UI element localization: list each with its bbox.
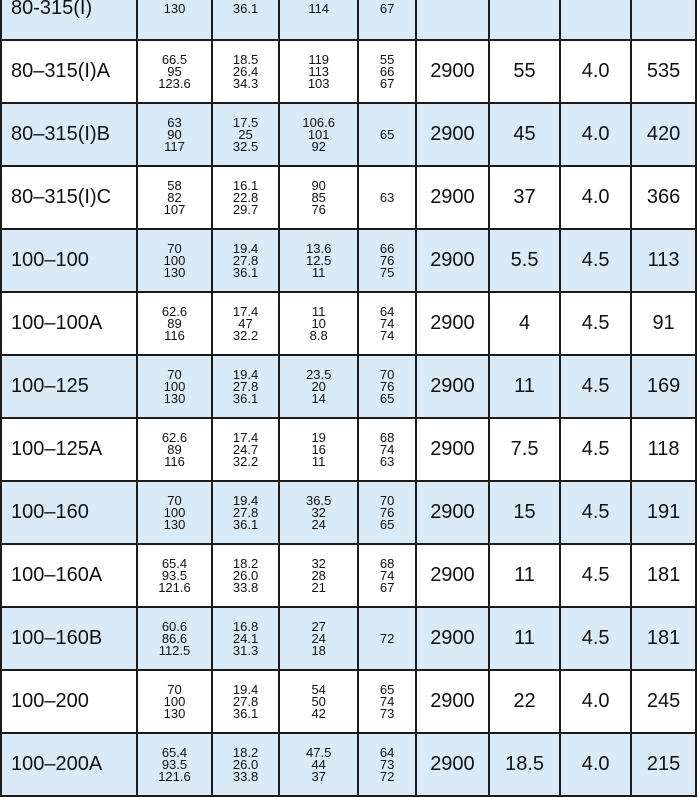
cell-value: 28 — [311, 567, 326, 583]
table-row — [1, 292, 696, 355]
npsh-cell — [358, 229, 415, 292]
cell-value: 70 — [167, 366, 182, 382]
flow-cell — [137, 40, 212, 103]
cell-value: 19.4 — [232, 240, 259, 256]
cell-value: 72 — [379, 630, 395, 646]
cell-value: 36.5 — [306, 492, 332, 508]
flow-cell — [137, 0, 212, 40]
cell-value: 33.8 — [232, 768, 259, 784]
speed-cell: 2900 — [416, 418, 489, 481]
cell-value: 67 — [379, 75, 395, 91]
cell-value: 65 — [379, 390, 395, 406]
cell-value: 17.4 — [232, 429, 259, 445]
eff-cell — [279, 418, 358, 481]
power-cell: 18.5 — [489, 733, 560, 796]
cell-value: 27.8 — [232, 504, 259, 520]
cell-value: 90 — [311, 177, 326, 193]
cell-value: 65 — [379, 516, 395, 532]
dia-cell: 4.0 — [560, 670, 631, 733]
cell-value: 44 — [311, 756, 326, 772]
model-cell: 100–200 — [1, 670, 137, 733]
cell-value: 18.2 — [232, 744, 259, 760]
speed-cell: 2900 — [416, 292, 489, 355]
cell-value: 85 — [311, 189, 326, 205]
eff-cell — [279, 607, 358, 670]
cell-value: 101 — [307, 126, 330, 142]
power-cell: 7.5 — [489, 418, 560, 481]
cell-value: 74 — [379, 315, 395, 331]
cell-value: 26.0 — [232, 567, 259, 583]
speed-cell: 2900 — [416, 355, 489, 418]
cell-value: 24.1 — [232, 630, 259, 646]
power-cell: 45 — [489, 103, 560, 166]
flow-cell — [137, 544, 212, 607]
head-cell — [212, 229, 279, 292]
table-row — [1, 607, 696, 670]
cell-value: 24.7 — [232, 441, 259, 457]
model-cell: 80-315(I) — [1, 0, 137, 40]
speed-cell: 2900 — [416, 40, 489, 103]
cell-value: 89 — [167, 441, 182, 457]
cell-value: 66.5 — [161, 51, 188, 67]
weight-cell — [631, 0, 696, 40]
cell-value: 62.6 — [161, 429, 188, 445]
cell-value: 16 — [311, 441, 326, 457]
cell-value: 103 — [307, 75, 330, 91]
weight-cell: 181 — [631, 544, 696, 607]
power-cell: 5.5 — [489, 229, 560, 292]
cell-value: 86.6 — [161, 630, 188, 646]
cell-value: 76 — [379, 378, 395, 394]
power-cell: 11 — [489, 607, 560, 670]
eff-cell — [279, 670, 358, 733]
table-row — [1, 229, 696, 292]
cell-value: 74 — [379, 693, 395, 709]
npsh-cell — [358, 40, 415, 103]
head-cell — [212, 103, 279, 166]
cell-value: 74 — [379, 441, 395, 457]
head-cell — [212, 292, 279, 355]
cell-value: 130 — [163, 264, 186, 280]
model-cell: 100–100 — [1, 229, 137, 292]
cell-value: 14 — [311, 390, 326, 406]
weight-cell: 113 — [631, 229, 696, 292]
cell-value: 76 — [379, 252, 395, 268]
speed-cell — [416, 0, 489, 40]
cell-value: 29.7 — [232, 201, 259, 217]
speed-cell: 2900 — [416, 607, 489, 670]
cell-value: 18 — [311, 642, 326, 658]
weight-cell: 535 — [631, 40, 696, 103]
cell-value: 116 — [164, 327, 185, 343]
cell-value: 42 — [311, 705, 326, 721]
speed-cell: 2900 — [416, 103, 489, 166]
cell-value: 34.3 — [232, 75, 259, 91]
cell-value: 17.5 — [232, 114, 259, 130]
model-cell: 100–125 — [1, 355, 137, 418]
dia-cell: 4.0 — [560, 40, 631, 103]
cell-value: 36.1 — [232, 264, 259, 280]
cell-value: 130 — [163, 516, 186, 532]
npsh-cell — [358, 544, 415, 607]
cell-value: 63 — [167, 114, 182, 130]
dia-cell: 4.0 — [560, 103, 631, 166]
npsh-cell — [358, 607, 415, 670]
eff-cell — [279, 544, 358, 607]
eff-cell — [279, 166, 358, 229]
cell-value: 26.4 — [232, 63, 259, 79]
cell-value: 93.5 — [161, 567, 188, 583]
power-cell: 37 — [489, 166, 560, 229]
model-cell: 80–315(I)C — [1, 166, 137, 229]
cell-value: 74 — [379, 327, 395, 343]
cell-value: 55 — [379, 51, 395, 67]
cell-value: 13.6 — [306, 240, 332, 256]
weight-cell: 215 — [631, 733, 696, 796]
cell-value: 33.8 — [232, 579, 259, 595]
weight-cell: 181 — [631, 607, 696, 670]
table-row — [1, 355, 696, 418]
speed-cell: 2900 — [416, 670, 489, 733]
flow-cell — [137, 418, 212, 481]
cell-value: 117 — [164, 138, 185, 154]
eff-cell — [279, 733, 358, 796]
eff-cell — [279, 481, 358, 544]
cell-value: 36.1 — [232, 390, 259, 406]
flow-cell — [137, 670, 212, 733]
dia-cell: 4.5 — [560, 418, 631, 481]
cell-value: 16.1 — [232, 177, 259, 193]
head-cell — [212, 40, 279, 103]
power-cell: 15 — [489, 481, 560, 544]
cell-value: 19.4 — [232, 492, 259, 508]
power-cell: 11 — [489, 544, 560, 607]
weight-cell: 91 — [631, 292, 696, 355]
cell-value: 114 — [308, 0, 330, 16]
cell-value: 47.5 — [306, 744, 332, 760]
model-cell: 100–160B — [1, 607, 137, 670]
cell-value: 21 — [311, 579, 326, 595]
cell-value: 90 — [167, 126, 182, 142]
cell-value: 19 — [311, 429, 326, 445]
head-cell — [212, 670, 279, 733]
flow-cell — [137, 355, 212, 418]
flow-cell — [137, 733, 212, 796]
cell-value: 68 — [379, 555, 395, 571]
model-cell: 100–160 — [1, 481, 137, 544]
model-cell: 100–125A — [1, 418, 137, 481]
cell-value: 113 — [308, 63, 330, 79]
eff-cell — [279, 103, 358, 166]
cell-value: 65.4 — [161, 555, 188, 571]
cell-value: 95 — [167, 63, 182, 79]
speed-cell: 2900 — [416, 166, 489, 229]
cell-value: 82 — [167, 189, 182, 205]
head-cell — [212, 0, 279, 40]
table-row — [1, 40, 696, 103]
eff-cell — [279, 40, 358, 103]
cell-value: 31.3 — [232, 642, 259, 658]
cell-value: 27.8 — [232, 378, 259, 394]
weight-cell: 245 — [631, 670, 696, 733]
cell-value: 10 — [311, 315, 326, 331]
cell-value: 24 — [311, 630, 326, 646]
dia-cell: 4.0 — [560, 166, 631, 229]
cell-value: 116 — [164, 453, 185, 469]
cell-value: 100 — [163, 252, 186, 268]
flow-cell — [137, 103, 212, 166]
table-row — [1, 544, 696, 607]
head-cell — [212, 733, 279, 796]
power-cell: 11 — [489, 355, 560, 418]
cell-value: 26.0 — [232, 756, 259, 772]
cell-value: 60.6 — [161, 618, 188, 634]
cell-value: 20 — [311, 378, 326, 394]
cell-value: 72 — [379, 768, 395, 784]
cell-value: 17.4 — [232, 303, 259, 319]
cell-value: 75 — [379, 264, 395, 280]
cell-value: 68 — [379, 429, 395, 445]
cell-value: 19.4 — [232, 681, 259, 697]
cell-value: 19.4 — [232, 366, 259, 382]
flow-cell — [137, 481, 212, 544]
speed-cell: 2900 — [416, 481, 489, 544]
cell-value: 54 — [311, 681, 326, 697]
cell-value: 123.6 — [158, 75, 191, 91]
cell-value: 121.6 — [158, 768, 191, 784]
cell-value: 70 — [379, 366, 395, 382]
cell-value: 65.4 — [161, 744, 188, 760]
cell-value: 58 — [167, 177, 182, 193]
flow-cell — [137, 607, 212, 670]
power-cell: 4 — [489, 292, 560, 355]
dia-cell: 4.5 — [560, 229, 631, 292]
cell-value: 89 — [167, 315, 182, 331]
cell-value: 32.5 — [232, 138, 259, 154]
head-cell — [212, 607, 279, 670]
cell-value: 63 — [379, 189, 395, 205]
cell-value: 36.1 — [232, 705, 259, 721]
cell-value: 12.5 — [306, 252, 332, 268]
dia-cell: 4.5 — [560, 544, 631, 607]
head-cell — [212, 418, 279, 481]
cell-value: 65 — [379, 126, 395, 142]
cell-value: 11 — [311, 303, 326, 319]
cell-value: 65 — [379, 681, 395, 697]
cell-value: 32.2 — [232, 327, 259, 343]
cell-value: 36.1 — [232, 516, 259, 532]
weight-cell: 420 — [631, 103, 696, 166]
cell-value: 73 — [379, 756, 395, 772]
dia-cell: 4.5 — [560, 355, 631, 418]
model-cell: 100–200A — [1, 733, 137, 796]
cell-value: 93.5 — [161, 756, 188, 772]
cell-value: 27.8 — [232, 252, 259, 268]
cell-value: 25 — [238, 126, 253, 142]
cell-value: 70 — [167, 492, 182, 508]
cell-value: 8.8 — [309, 327, 328, 343]
head-cell — [212, 355, 279, 418]
npsh-cell — [358, 0, 415, 40]
table-row — [1, 166, 696, 229]
eff-cell — [279, 292, 358, 355]
speed-cell: 2900 — [416, 229, 489, 292]
table-row — [1, 670, 696, 733]
npsh-cell — [358, 418, 415, 481]
model-cell: 80–315(I)B — [1, 103, 137, 166]
cell-value: 22.8 — [232, 189, 259, 205]
cell-value: 37 — [311, 768, 326, 784]
cell-value: 64 — [379, 303, 395, 319]
cell-value: 100 — [163, 693, 186, 709]
cell-value: 11 — [311, 453, 326, 469]
cell-value: 66 — [379, 240, 395, 256]
cell-value: 62.6 — [161, 303, 188, 319]
weight-cell: 366 — [631, 166, 696, 229]
head-cell — [212, 544, 279, 607]
flow-cell — [137, 292, 212, 355]
cell-value: 130 — [163, 390, 186, 406]
table-row — [1, 103, 696, 166]
cell-value: 32.2 — [232, 453, 259, 469]
spec-table-body — [1, 0, 696, 796]
model-cell: 80–315(I)A — [1, 40, 137, 103]
speed-cell: 2900 — [416, 733, 489, 796]
cell-value: 67 — [379, 579, 395, 595]
cell-value: 66 — [379, 63, 395, 79]
cell-value: 27.8 — [232, 693, 259, 709]
flow-cell — [137, 229, 212, 292]
power-cell: 22 — [489, 670, 560, 733]
flow-cell — [137, 166, 212, 229]
cell-value: 47 — [238, 315, 253, 331]
cell-value: 32 — [311, 504, 326, 520]
dia-cell: 4.5 — [560, 292, 631, 355]
model-cell: 100–160A — [1, 544, 137, 607]
dia-cell: 4.0 — [560, 733, 631, 796]
dia-cell: 4.5 — [560, 607, 631, 670]
cell-value: 63 — [379, 453, 395, 469]
cell-value: 130 — [163, 0, 186, 16]
cell-value: 16.8 — [232, 618, 259, 634]
head-cell — [212, 481, 279, 544]
cell-value: 18.5 — [232, 51, 259, 67]
power-cell — [489, 0, 560, 40]
cell-value: 73 — [379, 705, 395, 721]
cell-value: 76 — [311, 201, 326, 217]
cell-value: 32 — [311, 555, 326, 571]
power-cell: 55 — [489, 40, 560, 103]
weight-cell: 191 — [631, 481, 696, 544]
eff-cell — [279, 355, 358, 418]
eff-cell — [279, 229, 358, 292]
eff-cell — [279, 0, 358, 40]
table-row — [1, 481, 696, 544]
cell-value: 70 — [167, 240, 182, 256]
cell-value: 18.2 — [232, 555, 259, 571]
cell-value: 119 — [308, 51, 330, 67]
cell-value: 64 — [379, 744, 395, 760]
cell-value: 100 — [163, 378, 186, 394]
cell-value: 70 — [167, 681, 182, 697]
table-row — [1, 0, 696, 40]
npsh-cell — [358, 355, 415, 418]
cell-value: 100 — [163, 504, 186, 520]
npsh-cell — [358, 733, 415, 796]
npsh-cell — [358, 166, 415, 229]
cell-value: 92 — [311, 138, 326, 154]
speed-cell: 2900 — [416, 544, 489, 607]
cell-value: 130 — [163, 705, 186, 721]
table-row — [1, 733, 696, 796]
cell-value: 27 — [311, 618, 326, 634]
npsh-cell — [358, 481, 415, 544]
cell-value: 36.1 — [232, 0, 259, 16]
cell-value: 76 — [379, 504, 395, 520]
cell-value: 50 — [311, 693, 326, 709]
cell-value: 70 — [379, 492, 395, 508]
cell-value: 107 — [163, 201, 186, 217]
weight-cell: 169 — [631, 355, 696, 418]
weight-cell: 118 — [631, 418, 696, 481]
cell-value: 112.5 — [158, 642, 191, 658]
table-row — [1, 418, 696, 481]
model-cell: 100–100A — [1, 292, 137, 355]
head-cell — [212, 166, 279, 229]
dia-cell: 4.5 — [560, 481, 631, 544]
cell-value: 23.5 — [306, 366, 332, 382]
cell-value: 24 — [311, 516, 326, 532]
cell-value: 121.6 — [158, 579, 191, 595]
cell-value: 67 — [379, 0, 395, 16]
npsh-cell — [358, 103, 415, 166]
cell-value: 74 — [379, 567, 395, 583]
cell-value: 11 — [311, 264, 326, 280]
cell-value: 106.6 — [302, 114, 335, 130]
npsh-cell — [358, 292, 415, 355]
npsh-cell — [358, 670, 415, 733]
dia-cell — [560, 0, 631, 40]
